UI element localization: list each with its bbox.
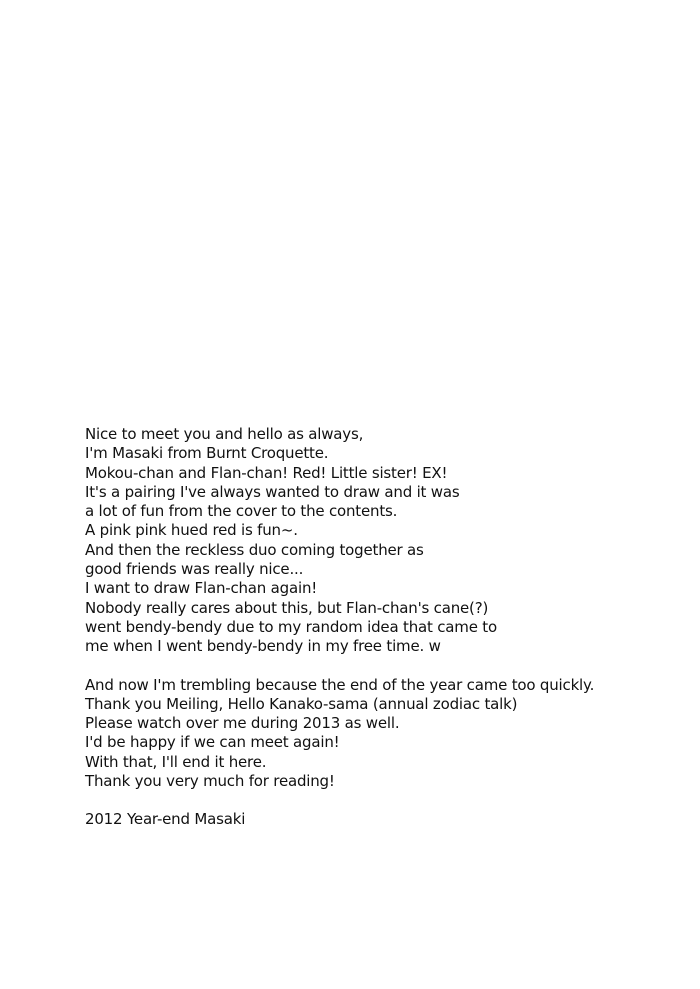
text-line: And now I'm trembling because the end of the year came too quickly.: [85, 675, 595, 694]
text-line: And then the reckless duo coming together as: [85, 540, 424, 559]
text-line: With that, I'll end it here.: [85, 752, 267, 771]
text-line: I'd be happy if we can meet again!: [85, 733, 340, 752]
paragraph-gap: [85, 657, 685, 676]
afterword-paragraph-1: [85, 425, 685, 657]
text-line: a lot of fun from the cover to the contents.: [85, 502, 398, 521]
signature: 2012 Year-end Masaki: [85, 810, 246, 829]
text-line: Mokou-chan and Flan-chan! Red! Little sister! EX!: [85, 463, 448, 482]
text-line: good friends was really nice...: [85, 560, 304, 579]
text-line: It's a pairing I've always wanted to draw and it was: [85, 482, 460, 501]
text-line: Thank you Meiling, Hello Kanako-sama (annual zodiac talk): [85, 694, 518, 713]
text-line: I'm Masaki from Burnt Croquette.: [85, 444, 329, 463]
text-line: Nobody really cares about this, but Flan-chan's cane(?): [85, 598, 489, 617]
text-line: Please watch over me during 2013 as well.: [85, 714, 400, 733]
afterword-text: [85, 425, 685, 830]
text-line: A pink pink hued red is fun~.: [85, 521, 298, 540]
afterword-paragraph-2: [85, 676, 685, 792]
text-line: Thank you very much for reading!: [85, 772, 335, 791]
text-line: went bendy-bendy due to my random idea that came to: [85, 617, 497, 636]
text-line: I want to draw Flan-chan again!: [85, 579, 318, 598]
text-line: Nice to meet you and hello as always,: [85, 425, 364, 443]
text-line: me when I went bendy-bendy in my free time. w: [85, 637, 441, 656]
